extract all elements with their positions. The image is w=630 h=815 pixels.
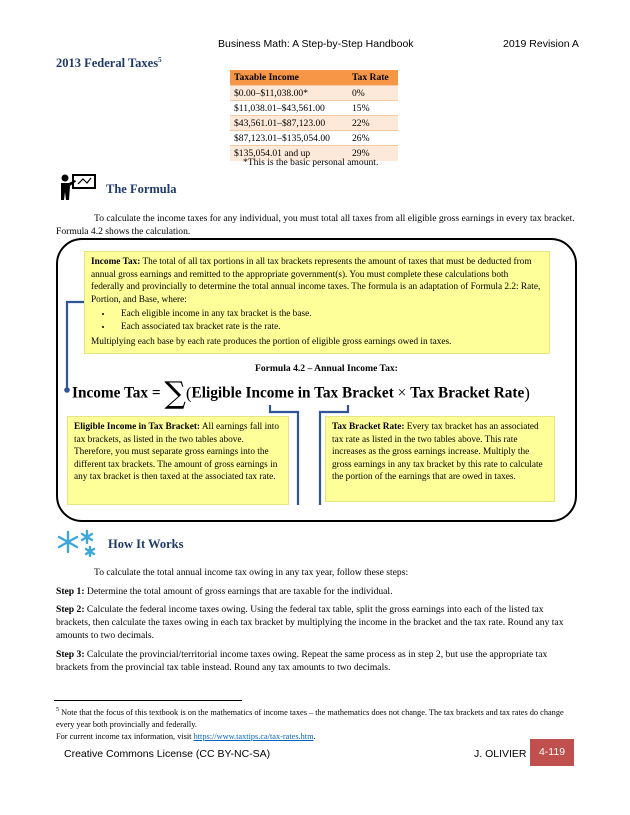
table-header: Taxable Income bbox=[230, 70, 348, 86]
list-item: • Each eligible income in any tax bracket is the base. bbox=[113, 308, 543, 321]
snowflakes-icon bbox=[57, 528, 101, 558]
table-row: $135,054.01 and up 29% bbox=[230, 146, 398, 161]
formula-term-bracket-rate: Tax Bracket Rate bbox=[410, 384, 525, 402]
formula-heading: The Formula bbox=[106, 182, 177, 196]
summation-symbol: ∑ bbox=[164, 376, 186, 411]
table-row: $87,123.01–$135,054.00 26% bbox=[230, 131, 398, 146]
list-item: • Each associated tax bracket rate is the rate. bbox=[113, 321, 543, 334]
author-name: J. OLIVIER bbox=[474, 748, 527, 760]
tax-rates-link[interactable]: https://www.taxtips.ca/tax-rates.htm bbox=[193, 731, 314, 741]
tax-bracket-rate-callout: Tax Bracket Rate: Every tax bracket has an associated tax rate as listed in the two tables above. This rate increases as the gross earnings increase. Multiply the gross earnings in any tax bracket by this rate to calculate the portion of the earnings that are owed in taxes. bbox=[325, 416, 555, 502]
formula-caption: Formula 4.2 – Annual Income Tax: bbox=[255, 363, 398, 374]
footnote-divider bbox=[54, 700, 242, 701]
table-row: $11,038.01–$43,561.00 15% bbox=[230, 101, 398, 116]
running-header-revision: 2019 Revision A bbox=[503, 38, 579, 50]
formula-term-eligible-income: Eligible Income in Tax Bracket bbox=[191, 384, 394, 402]
page-number-badge: 4-119 bbox=[530, 739, 574, 766]
table-row: $0.00–$11,038.00* 0% bbox=[230, 86, 398, 101]
table-row: $43,561.01–$87,123.00 22% bbox=[230, 116, 398, 131]
how-it-works-heading: How It Works bbox=[108, 537, 184, 551]
section-title: 2013 Federal Taxes$^5$ bbox=[56, 56, 162, 71]
footnote: $^5$ Note that the focus of this textbook is on the mathematics of income taxes – the mathematics does not change. The tax brackets and tax rates do change every year both provincially and federally. For current income tax information, visit https://www.taxtips.ca/tax-rates.htm. bbox=[56, 707, 564, 741]
step-2: Step 2: Calculate the federal income taxes owing. Using the federal tax table, split the gross earnings into each of the listed tax brackets, then calculate the taxes owing in each tax bracket by multiplying the income in the bracket and the tax rate. Round any tax amounts to two decimals. bbox=[56, 604, 564, 641]
formula-expression: Income Tax = ∑(Eligible Income in Tax Bracket × Tax Bracket Rate) bbox=[72, 376, 530, 411]
table-note: *This is the basic personal amount. bbox=[243, 157, 379, 168]
step-1: Step 1: Determine the total amount of gross earnings that are taxable for the individual. bbox=[56, 586, 393, 597]
license-text: Creative Commons License (CC BY-NC-SA) bbox=[64, 748, 271, 760]
table-header: Tax Rate bbox=[348, 70, 398, 86]
formula-intro: To calculate the income taxes for any individual, you must total all taxes from all eligible gross earnings in every tax bracket. Formula 4.2 shows the calculation. bbox=[56, 213, 575, 237]
eligible-income-callout: Eligible Income in Tax Bracket: All earnings fall into tax brackets, as listed in the two tables above. Therefore, you must separate gross earnings into the different tax brackets. The amount of gross earnings in any tax bracket is then taxed at the associated tax rate. bbox=[67, 416, 289, 505]
how-it-works-intro: To calculate the total annual income tax owing in any tax year, follow these steps: bbox=[94, 567, 409, 578]
formula-lhs: Income Tax = bbox=[72, 384, 161, 402]
step-3: Step 3: Calculate the provincial/territorial income taxes owing. Repeat the same process as in step 2, but use the appropriate tax brackets from the provincial tax table instead. Round any tax amounts to two decimals. bbox=[56, 649, 548, 673]
running-header-title: Business Math: A Step-by-Step Handbook bbox=[218, 38, 414, 50]
income-tax-callout: Income Tax: The total of all tax portions in all tax brackets represents the amount of taxes that must be deducted from annual gross earnings and remitted to the appropriate government(s). You must complete these calculations both federally and provincially to determine the total annual income taxes. The formula is an adaptation of Formula 2.2: Rate, Portion, and Base, where: • Each eligible income in any tax bracket is the base. • Each associated tax bracket rate is the rate. Multiplying each base by each rate produces the portion of eligible gross earnings owed in taxes. bbox=[84, 251, 550, 354]
